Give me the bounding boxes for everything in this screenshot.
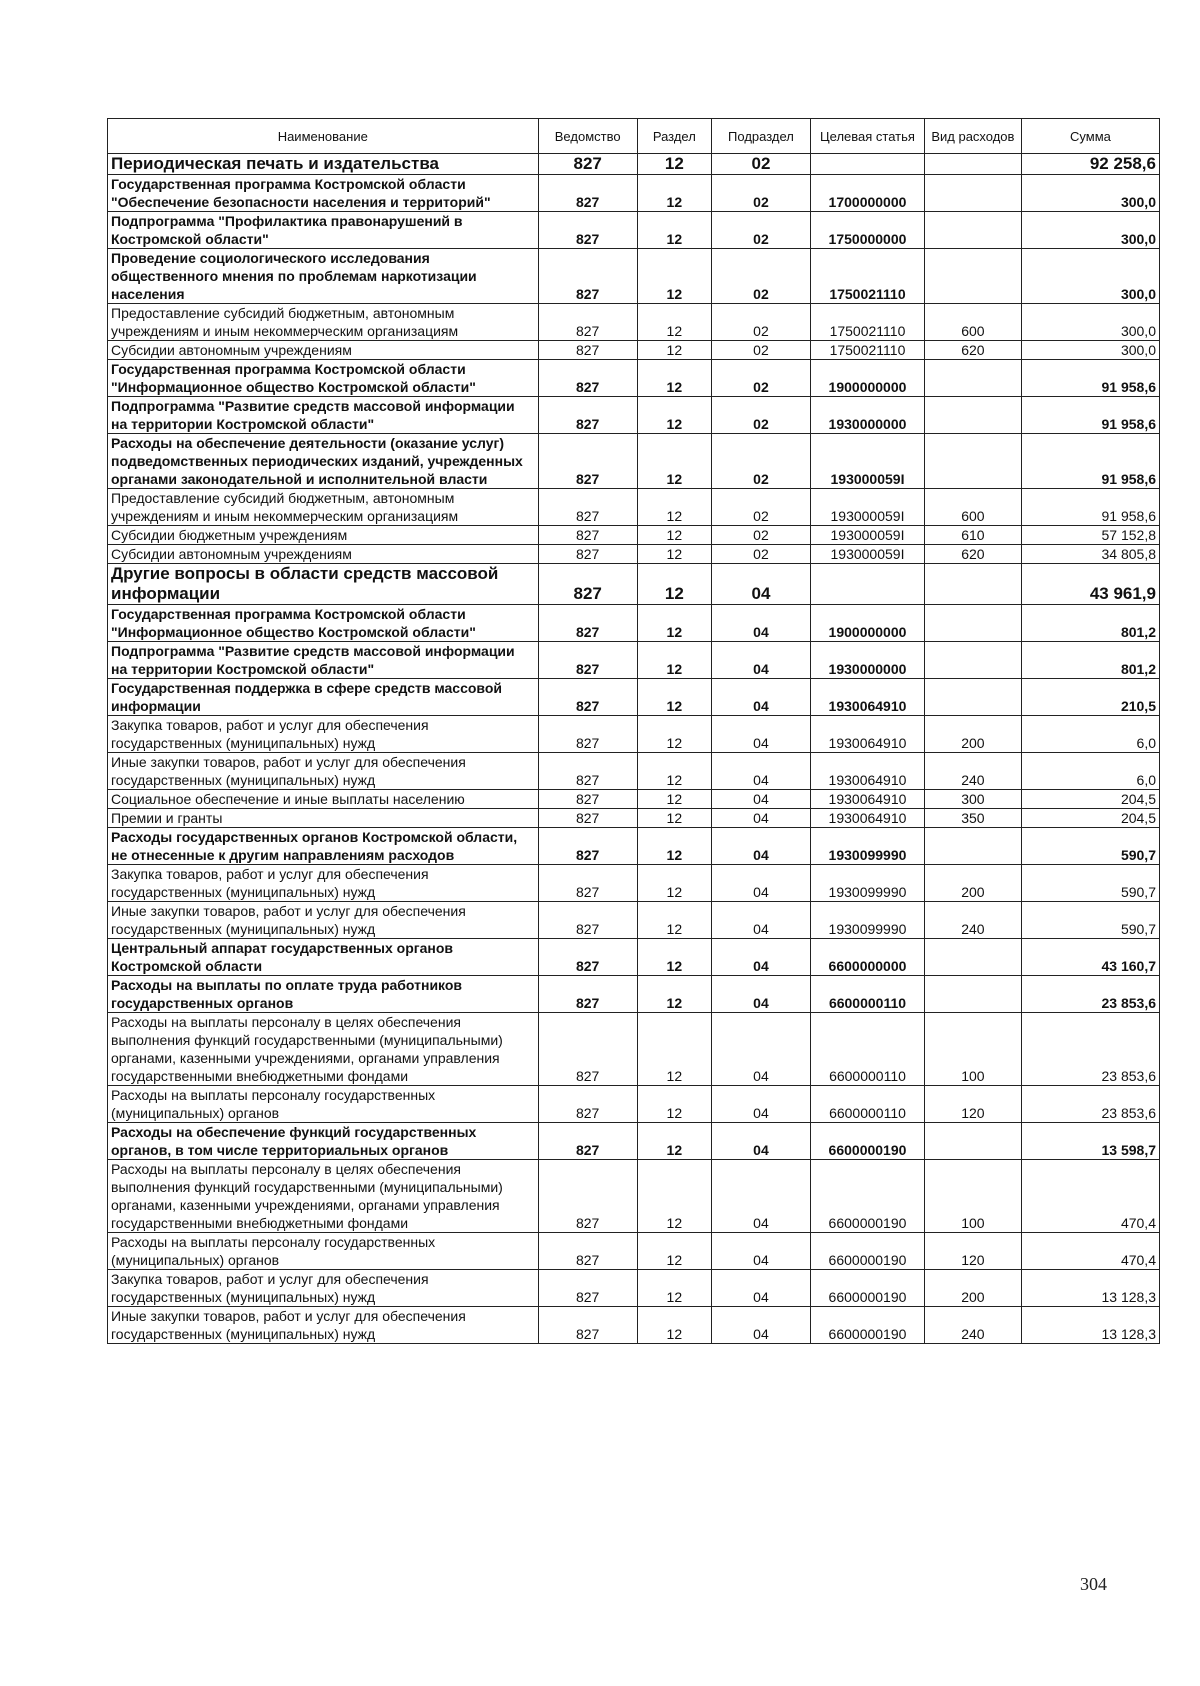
cell-podrazdel: 04 bbox=[711, 753, 810, 790]
cell-vid-rashodov: 610 bbox=[924, 526, 1021, 545]
cell-celevaya-statya: 6600000190 bbox=[811, 1233, 925, 1270]
cell-summa: 300,0 bbox=[1021, 341, 1159, 360]
cell-naimenovanie: Премии и гранты bbox=[108, 809, 539, 828]
cell-summa: 470,4 bbox=[1021, 1160, 1159, 1233]
cell-podrazdel: 02 bbox=[711, 397, 810, 434]
cell-summa: 300,0 bbox=[1021, 175, 1159, 212]
cell-vedomstvo: 827 bbox=[538, 545, 637, 564]
table-row bbox=[108, 175, 1160, 212]
cell-naimenovanie: Расходы на выплаты по оплате труда работников государственных органов bbox=[108, 976, 539, 1013]
cell-vid-rashodov: 100 bbox=[924, 1013, 1021, 1086]
cell-naimenovanie: Подпрограмма "Профилактика правонарушений в Костромской области" bbox=[108, 212, 539, 249]
cell-vid-rashodov bbox=[924, 212, 1021, 249]
cell-vedomstvo: 827 bbox=[538, 809, 637, 828]
table-row bbox=[108, 809, 1160, 828]
cell-vedomstvo: 827 bbox=[538, 1233, 637, 1270]
cell-podrazdel: 02 bbox=[711, 360, 810, 397]
cell-summa: 91 958,6 bbox=[1021, 360, 1159, 397]
cell-podrazdel: 04 bbox=[711, 1160, 810, 1233]
cell-podrazdel: 04 bbox=[711, 679, 810, 716]
cell-vid-rashodov: 620 bbox=[924, 545, 1021, 564]
table-row bbox=[108, 1123, 1160, 1160]
cell-vid-rashodov bbox=[924, 397, 1021, 434]
table-row bbox=[108, 902, 1160, 939]
cell-vedomstvo: 827 bbox=[538, 175, 637, 212]
header-summa: Сумма bbox=[1021, 119, 1159, 154]
cell-podrazdel: 02 bbox=[711, 175, 810, 212]
cell-naimenovanie: Государственная программа Костромской области "Обеспечение безопасности населения и территорий" bbox=[108, 175, 539, 212]
cell-vedomstvo: 827 bbox=[538, 1270, 637, 1307]
cell-summa: 204,5 bbox=[1021, 790, 1159, 809]
cell-celevaya-statya: 1700000000 bbox=[811, 175, 925, 212]
table-row bbox=[108, 1307, 1160, 1344]
cell-celevaya-statya: 6600000190 bbox=[811, 1123, 925, 1160]
cell-podrazdel: 02 bbox=[711, 154, 810, 175]
cell-vid-rashodov bbox=[924, 1123, 1021, 1160]
cell-vid-rashodov bbox=[924, 434, 1021, 489]
cell-celevaya-statya: 1930064910 bbox=[811, 679, 925, 716]
header-podrazdel: Подраздел bbox=[711, 119, 810, 154]
cell-vedomstvo: 827 bbox=[538, 828, 637, 865]
table-row bbox=[108, 1233, 1160, 1270]
cell-razdel: 12 bbox=[637, 790, 711, 809]
cell-celevaya-statya: 6600000110 bbox=[811, 1086, 925, 1123]
cell-celevaya-statya: 6600000110 bbox=[811, 976, 925, 1013]
cell-razdel: 12 bbox=[637, 1307, 711, 1344]
cell-naimenovanie: Социальное обеспечение и иные выплаты населению bbox=[108, 790, 539, 809]
cell-naimenovanie: Субсидии бюджетным учреждениям bbox=[108, 526, 539, 545]
cell-celevaya-statya: 1900000000 bbox=[811, 360, 925, 397]
cell-naimenovanie: Предоставление субсидий бюджетным, автономным учреждениям и иным некоммерческим организациям bbox=[108, 489, 539, 526]
cell-podrazdel: 04 bbox=[711, 1123, 810, 1160]
cell-naimenovanie: Предоставление субсидий бюджетным, автономным учреждениям и иным некоммерческим организациям bbox=[108, 304, 539, 341]
header-razdel: Раздел bbox=[637, 119, 711, 154]
table-row bbox=[108, 304, 1160, 341]
cell-razdel: 12 bbox=[637, 976, 711, 1013]
cell-razdel: 12 bbox=[637, 642, 711, 679]
cell-vedomstvo: 827 bbox=[538, 489, 637, 526]
cell-razdel: 12 bbox=[637, 902, 711, 939]
cell-razdel: 12 bbox=[637, 249, 711, 304]
table-row bbox=[108, 1160, 1160, 1233]
cell-naimenovanie: Расходы на выплаты персоналу в целях обеспечения выполнения функций государственными (муниципальными) органами, казенными учреждениями, органами управления государственными внебюджетными фондами bbox=[108, 1013, 539, 1086]
cell-vedomstvo: 827 bbox=[538, 865, 637, 902]
cell-vedomstvo: 827 bbox=[538, 939, 637, 976]
cell-summa: 300,0 bbox=[1021, 212, 1159, 249]
cell-vid-rashodov: 240 bbox=[924, 1307, 1021, 1344]
cell-razdel: 12 bbox=[637, 1233, 711, 1270]
cell-podrazdel: 02 bbox=[711, 249, 810, 304]
cell-razdel: 12 bbox=[637, 212, 711, 249]
cell-naimenovanie: Иные закупки товаров, работ и услуг для обеспечения государственных (муниципальных) нужд bbox=[108, 753, 539, 790]
cell-naimenovanie: Расходы на обеспечение функций государственных органов, в том числе территориальных органов bbox=[108, 1123, 539, 1160]
cell-naimenovanie: Закупка товаров, работ и услуг для обеспечения государственных (муниципальных) нужд bbox=[108, 716, 539, 753]
cell-celevaya-statya: 1900000000 bbox=[811, 605, 925, 642]
cell-vid-rashodov: 200 bbox=[924, 716, 1021, 753]
cell-summa: 210,5 bbox=[1021, 679, 1159, 716]
cell-podrazdel: 04 bbox=[711, 790, 810, 809]
cell-celevaya-statya: 1750000000 bbox=[811, 212, 925, 249]
table-row bbox=[108, 605, 1160, 642]
cell-razdel: 12 bbox=[637, 1086, 711, 1123]
cell-naimenovanie: Закупка товаров, работ и услуг для обеспечения государственных (муниципальных) нужд bbox=[108, 865, 539, 902]
cell-vedomstvo: 827 bbox=[538, 526, 637, 545]
cell-razdel: 12 bbox=[637, 360, 711, 397]
cell-razdel: 12 bbox=[637, 939, 711, 976]
cell-vid-rashodov bbox=[924, 976, 1021, 1013]
cell-podrazdel: 02 bbox=[711, 434, 810, 489]
cell-podrazdel: 02 bbox=[711, 341, 810, 360]
cell-vid-rashodov: 120 bbox=[924, 1086, 1021, 1123]
budget-table bbox=[107, 118, 1160, 1344]
cell-podrazdel: 02 bbox=[711, 304, 810, 341]
cell-celevaya-statya bbox=[811, 154, 925, 175]
cell-celevaya-statya: 1930000000 bbox=[811, 642, 925, 679]
table-row bbox=[108, 1013, 1160, 1086]
table-row bbox=[108, 865, 1160, 902]
cell-podrazdel: 04 bbox=[711, 865, 810, 902]
cell-vid-rashodov: 240 bbox=[924, 753, 1021, 790]
cell-vedomstvo: 827 bbox=[538, 642, 637, 679]
cell-vid-rashodov: 200 bbox=[924, 865, 1021, 902]
cell-summa: 13 128,3 bbox=[1021, 1270, 1159, 1307]
cell-summa: 23 853,6 bbox=[1021, 1013, 1159, 1086]
cell-vedomstvo: 827 bbox=[538, 564, 637, 605]
cell-vid-rashodov bbox=[924, 605, 1021, 642]
cell-naimenovanie: Расходы на обеспечение деятельности (оказание услуг) подведомственных периодических изданий, учрежденных органами законодательной и исполнительной власти bbox=[108, 434, 539, 489]
table-row bbox=[108, 939, 1160, 976]
cell-razdel: 12 bbox=[637, 828, 711, 865]
cell-celevaya-statya: 1930064910 bbox=[811, 716, 925, 753]
cell-vid-rashodov: 620 bbox=[924, 341, 1021, 360]
cell-summa: 590,7 bbox=[1021, 865, 1159, 902]
cell-celevaya-statya: 1930064910 bbox=[811, 753, 925, 790]
cell-vid-rashodov bbox=[924, 360, 1021, 397]
table-row bbox=[108, 642, 1160, 679]
cell-summa: 91 958,6 bbox=[1021, 397, 1159, 434]
table-row bbox=[108, 434, 1160, 489]
cell-summa: 6,0 bbox=[1021, 753, 1159, 790]
cell-vid-rashodov: 300 bbox=[924, 790, 1021, 809]
cell-naimenovanie: Подпрограмма "Развитие средств массовой информации на территории Костромской области" bbox=[108, 397, 539, 434]
cell-summa: 57 152,8 bbox=[1021, 526, 1159, 545]
cell-naimenovanie: Расходы на выплаты персоналу в целях обеспечения выполнения функций государственными (муниципальными) органами, казенными учреждениями, органами управления государственными внебюджетными фондами bbox=[108, 1160, 539, 1233]
cell-razdel: 12 bbox=[637, 397, 711, 434]
cell-celevaya-statya: 6600000190 bbox=[811, 1160, 925, 1233]
cell-vedomstvo: 827 bbox=[538, 434, 637, 489]
cell-summa: 34 805,8 bbox=[1021, 545, 1159, 564]
cell-summa: 470,4 bbox=[1021, 1233, 1159, 1270]
cell-razdel: 12 bbox=[637, 545, 711, 564]
cell-podrazdel: 04 bbox=[711, 716, 810, 753]
cell-celevaya-statya: 1750021110 bbox=[811, 249, 925, 304]
cell-razdel: 12 bbox=[637, 1160, 711, 1233]
table-row bbox=[108, 341, 1160, 360]
cell-celevaya-statya: 1750021110 bbox=[811, 341, 925, 360]
cell-naimenovanie: Государственная программа Костромской области "Информационное общество Костромской области" bbox=[108, 360, 539, 397]
cell-vedomstvo: 827 bbox=[538, 976, 637, 1013]
header-celevaya-statya: Целевая статья bbox=[811, 119, 925, 154]
cell-naimenovanie: Закупка товаров, работ и услуг для обеспечения государственных (муниципальных) нужд bbox=[108, 1270, 539, 1307]
table-row bbox=[108, 679, 1160, 716]
cell-razdel: 12 bbox=[637, 175, 711, 212]
cell-vid-rashodov bbox=[924, 564, 1021, 605]
cell-vedomstvo: 827 bbox=[538, 249, 637, 304]
cell-summa: 23 853,6 bbox=[1021, 976, 1159, 1013]
cell-celevaya-statya: 1750021110 bbox=[811, 304, 925, 341]
cell-vid-rashodov bbox=[924, 679, 1021, 716]
cell-summa: 43 961,9 bbox=[1021, 564, 1159, 605]
cell-podrazdel: 04 bbox=[711, 902, 810, 939]
cell-razdel: 12 bbox=[637, 341, 711, 360]
cell-summa: 91 958,6 bbox=[1021, 489, 1159, 526]
cell-vedomstvo: 827 bbox=[538, 1013, 637, 1086]
cell-podrazdel: 04 bbox=[711, 1233, 810, 1270]
cell-podrazdel: 04 bbox=[711, 828, 810, 865]
cell-podrazdel: 04 bbox=[711, 642, 810, 679]
cell-naimenovanie: Субсидии автономным учреждениям bbox=[108, 341, 539, 360]
cell-naimenovanie: Государственная программа Костромской области "Информационное общество Костромской области" bbox=[108, 605, 539, 642]
cell-vid-rashodov: 600 bbox=[924, 489, 1021, 526]
cell-celevaya-statya: 193000059I bbox=[811, 489, 925, 526]
cell-razdel: 12 bbox=[637, 753, 711, 790]
cell-celevaya-statya: 193000059I bbox=[811, 545, 925, 564]
cell-celevaya-statya: 6600000190 bbox=[811, 1307, 925, 1344]
table-row bbox=[108, 489, 1160, 526]
table-row bbox=[108, 212, 1160, 249]
cell-vedomstvo: 827 bbox=[538, 902, 637, 939]
cell-vedomstvo: 827 bbox=[538, 304, 637, 341]
cell-razdel: 12 bbox=[637, 1123, 711, 1160]
cell-naimenovanie: Государственная поддержка в сфере средств массовой информации bbox=[108, 679, 539, 716]
cell-celevaya-statya: 1930064910 bbox=[811, 790, 925, 809]
cell-celevaya-statya: 193000059I bbox=[811, 526, 925, 545]
cell-razdel: 12 bbox=[637, 489, 711, 526]
table-row bbox=[108, 154, 1160, 175]
cell-vid-rashodov bbox=[924, 154, 1021, 175]
cell-summa: 300,0 bbox=[1021, 304, 1159, 341]
cell-naimenovanie: Расходы на выплаты персоналу государственных (муниципальных) органов bbox=[108, 1086, 539, 1123]
cell-summa: 43 160,7 bbox=[1021, 939, 1159, 976]
table-row bbox=[108, 790, 1160, 809]
cell-vid-rashodov: 200 bbox=[924, 1270, 1021, 1307]
cell-vedomstvo: 827 bbox=[538, 790, 637, 809]
table-row bbox=[108, 976, 1160, 1013]
cell-naimenovanie: Расходы на выплаты персоналу государственных (муниципальных) органов bbox=[108, 1233, 539, 1270]
cell-vid-rashodov bbox=[924, 642, 1021, 679]
cell-vid-rashodov bbox=[924, 249, 1021, 304]
cell-vedomstvo: 827 bbox=[538, 1123, 637, 1160]
cell-celevaya-statya: 6600000190 bbox=[811, 1270, 925, 1307]
cell-celevaya-statya bbox=[811, 564, 925, 605]
cell-summa: 92 258,6 bbox=[1021, 154, 1159, 175]
cell-podrazdel: 04 bbox=[711, 605, 810, 642]
table-header-row bbox=[108, 119, 1160, 154]
header-naimenovanie: Наименование bbox=[108, 119, 539, 154]
cell-razdel: 12 bbox=[637, 526, 711, 545]
cell-vid-rashodov: 350 bbox=[924, 809, 1021, 828]
table-row bbox=[108, 716, 1160, 753]
cell-celevaya-statya: 193000059I bbox=[811, 434, 925, 489]
header-vedomstvo: Ведомство bbox=[538, 119, 637, 154]
cell-summa: 801,2 bbox=[1021, 605, 1159, 642]
cell-celevaya-statya: 1930099990 bbox=[811, 828, 925, 865]
cell-summa: 13 598,7 bbox=[1021, 1123, 1159, 1160]
cell-naimenovanie: Субсидии автономным учреждениям bbox=[108, 545, 539, 564]
cell-vedomstvo: 827 bbox=[538, 1160, 637, 1233]
table-row bbox=[108, 526, 1160, 545]
cell-razdel: 12 bbox=[637, 154, 711, 175]
table-row bbox=[108, 397, 1160, 434]
cell-podrazdel: 04 bbox=[711, 1307, 810, 1344]
cell-podrazdel: 02 bbox=[711, 489, 810, 526]
cell-naimenovanie: Проведение социологического исследования общественного мнения по проблемам наркотизации населения bbox=[108, 249, 539, 304]
table-row bbox=[108, 1086, 1160, 1123]
cell-summa: 6,0 bbox=[1021, 716, 1159, 753]
table-row bbox=[108, 753, 1160, 790]
cell-vid-rashodov: 240 bbox=[924, 902, 1021, 939]
cell-vedomstvo: 827 bbox=[538, 341, 637, 360]
cell-vedomstvo: 827 bbox=[538, 679, 637, 716]
cell-vedomstvo: 827 bbox=[538, 397, 637, 434]
cell-vid-rashodov: 100 bbox=[924, 1160, 1021, 1233]
cell-summa: 590,7 bbox=[1021, 828, 1159, 865]
cell-vid-rashodov: 120 bbox=[924, 1233, 1021, 1270]
cell-naimenovanie: Расходы государственных органов Костромской области, не отнесенные к другим направлениям расходов bbox=[108, 828, 539, 865]
table-row bbox=[108, 249, 1160, 304]
cell-vedomstvo: 827 bbox=[538, 605, 637, 642]
cell-celevaya-statya: 1930000000 bbox=[811, 397, 925, 434]
cell-podrazdel: 04 bbox=[711, 976, 810, 1013]
cell-razdel: 12 bbox=[637, 304, 711, 341]
cell-summa: 23 853,6 bbox=[1021, 1086, 1159, 1123]
cell-vedomstvo: 827 bbox=[538, 154, 637, 175]
cell-podrazdel: 04 bbox=[711, 564, 810, 605]
cell-podrazdel: 04 bbox=[711, 939, 810, 976]
cell-podrazdel: 04 bbox=[711, 809, 810, 828]
cell-vedomstvo: 827 bbox=[538, 360, 637, 397]
cell-podrazdel: 04 bbox=[711, 1013, 810, 1086]
cell-vedomstvo: 827 bbox=[538, 212, 637, 249]
cell-summa: 590,7 bbox=[1021, 902, 1159, 939]
cell-naimenovanie: Подпрограмма "Развитие средств массовой информации на территории Костромской области" bbox=[108, 642, 539, 679]
cell-razdel: 12 bbox=[637, 1270, 711, 1307]
cell-summa: 13 128,3 bbox=[1021, 1307, 1159, 1344]
cell-celevaya-statya: 1930099990 bbox=[811, 902, 925, 939]
cell-naimenovanie: Иные закупки товаров, работ и услуг для обеспечения государственных (муниципальных) нужд bbox=[108, 1307, 539, 1344]
cell-podrazdel: 04 bbox=[711, 1086, 810, 1123]
cell-podrazdel: 02 bbox=[711, 526, 810, 545]
table-row bbox=[108, 545, 1160, 564]
cell-vedomstvo: 827 bbox=[538, 1307, 637, 1344]
cell-vedomstvo: 827 bbox=[538, 716, 637, 753]
header-vid-rashodov: Вид расходов bbox=[924, 119, 1021, 154]
cell-summa: 300,0 bbox=[1021, 249, 1159, 304]
cell-naimenovanie: Центральный аппарат государственных органов Костромской области bbox=[108, 939, 539, 976]
table-row bbox=[108, 828, 1160, 865]
cell-razdel: 12 bbox=[637, 809, 711, 828]
cell-naimenovanie: Периодическая печать и издательства bbox=[108, 154, 539, 175]
cell-vid-rashodov bbox=[924, 939, 1021, 976]
cell-summa: 801,2 bbox=[1021, 642, 1159, 679]
cell-vid-rashodov bbox=[924, 175, 1021, 212]
cell-celevaya-statya: 6600000000 bbox=[811, 939, 925, 976]
cell-summa: 204,5 bbox=[1021, 809, 1159, 828]
table-row bbox=[108, 564, 1160, 605]
cell-razdel: 12 bbox=[637, 605, 711, 642]
cell-podrazdel: 04 bbox=[711, 1270, 810, 1307]
cell-vid-rashodov bbox=[924, 828, 1021, 865]
table-row bbox=[108, 360, 1160, 397]
cell-celevaya-statya: 1930099990 bbox=[811, 865, 925, 902]
cell-celevaya-statya: 1930064910 bbox=[811, 809, 925, 828]
cell-razdel: 12 bbox=[637, 434, 711, 489]
page-number: 304 bbox=[1080, 1574, 1107, 1594]
cell-razdel: 12 bbox=[637, 679, 711, 716]
cell-razdel: 12 bbox=[637, 1013, 711, 1086]
cell-naimenovanie: Иные закупки товаров, работ и услуг для обеспечения государственных (муниципальных) нужд bbox=[108, 902, 539, 939]
cell-celevaya-statya: 6600000110 bbox=[811, 1013, 925, 1086]
table-row bbox=[108, 1270, 1160, 1307]
cell-razdel: 12 bbox=[637, 865, 711, 902]
cell-podrazdel: 02 bbox=[711, 545, 810, 564]
cell-vedomstvo: 827 bbox=[538, 753, 637, 790]
cell-vid-rashodov: 600 bbox=[924, 304, 1021, 341]
cell-razdel: 12 bbox=[637, 716, 711, 753]
table-body bbox=[108, 154, 1160, 1344]
cell-vedomstvo: 827 bbox=[538, 1086, 637, 1123]
cell-podrazdel: 02 bbox=[711, 212, 810, 249]
cell-naimenovanie: Другие вопросы в области средств массовой информации bbox=[108, 564, 539, 605]
cell-razdel: 12 bbox=[637, 564, 711, 605]
cell-summa: 91 958,6 bbox=[1021, 434, 1159, 489]
